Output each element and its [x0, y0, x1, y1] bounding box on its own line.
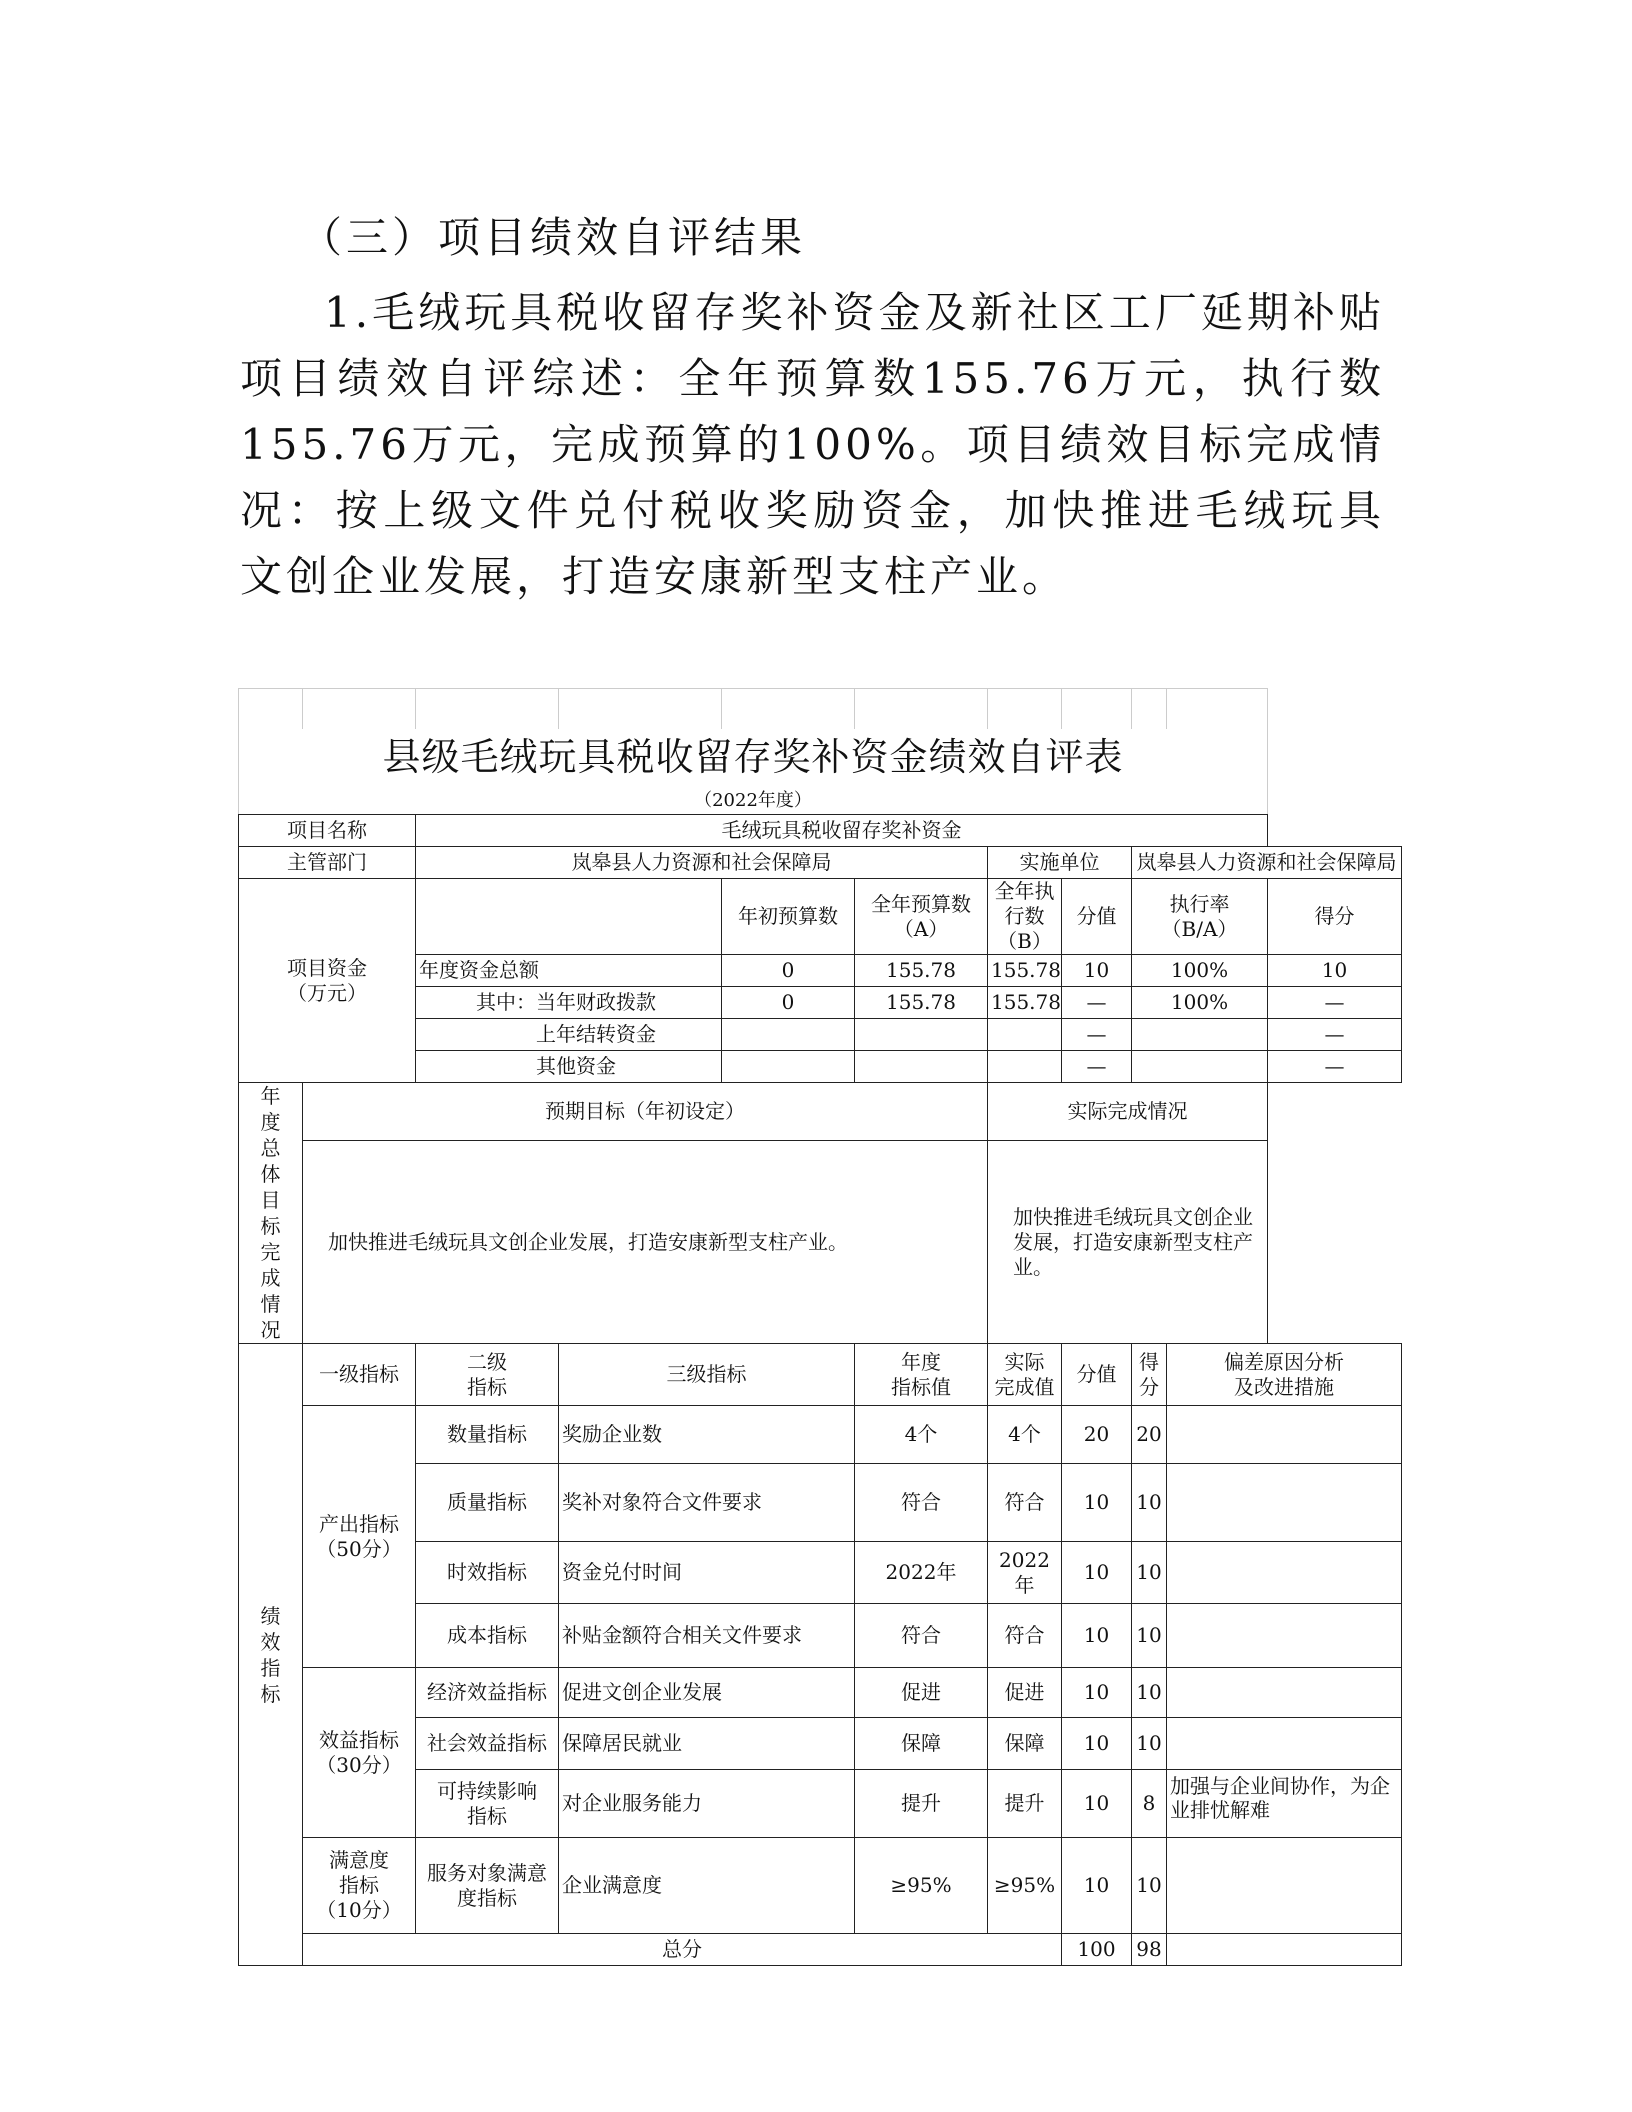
table-year: （2022年度） — [239, 787, 1268, 815]
funds-budget — [855, 1051, 988, 1083]
funds-label-text: 项目资金 （万元） — [287, 955, 367, 1005]
section-heading: （三）项目绩效自评结果 — [300, 213, 807, 262]
funds-value: 10 — [1062, 955, 1132, 987]
hdr-deviation: 偏差原因分析 及改进措施 — [1167, 1344, 1402, 1406]
level2-cell: 质量指标 — [416, 1464, 559, 1542]
level2-cell: 成本指标 — [416, 1604, 559, 1668]
funds-row-label: 其他资金 — [416, 1051, 722, 1083]
actual-cell: ≥95% — [988, 1838, 1062, 1934]
funds-header-row — [239, 879, 1402, 955]
level2-cell: 社会效益指标 — [416, 1718, 559, 1770]
goal-label — [239, 1083, 303, 1344]
total-row — [239, 1934, 1402, 1966]
goal-header-row — [239, 1083, 1402, 1141]
group-benefit: 效益指标 （30分） — [303, 1668, 416, 1838]
indicator-row — [239, 1838, 1402, 1934]
note-cell — [1167, 1604, 1402, 1668]
funds-score: — — [1268, 1051, 1402, 1083]
funds-score: — — [1268, 1019, 1402, 1051]
note-cell — [1167, 1718, 1402, 1770]
funds-rate — [1132, 1019, 1268, 1051]
project-name-value: 毛绒玩具税收留存奖补资金 — [416, 815, 1268, 847]
value-cell: 10 — [1062, 1464, 1132, 1542]
value-cell: 20 — [1062, 1406, 1132, 1464]
actual-cell: 符合 — [988, 1464, 1062, 1542]
note-cell — [1167, 1406, 1402, 1464]
level2-cell: 数量指标 — [416, 1406, 559, 1464]
funds-value: — — [1062, 1051, 1132, 1083]
level3-cell: 对企业服务能力 — [559, 1770, 855, 1838]
target-cell: 提升 — [855, 1770, 988, 1838]
expected-text: 加快推进毛绒玩具文创企业发展，打造安康新型支柱产业。 — [303, 1141, 988, 1344]
actual-cell: 提升 — [988, 1770, 1062, 1838]
hdr-level2: 二级 指标 — [416, 1344, 559, 1406]
target-cell: 保障 — [855, 1718, 988, 1770]
score-cell: 10 — [1132, 1838, 1167, 1934]
perf-label — [239, 1344, 303, 1966]
group-satisfaction: 满意度 指标 （10分） — [303, 1838, 416, 1934]
funds-rate: 100% — [1132, 955, 1268, 987]
target-cell: 2022年 — [855, 1542, 988, 1604]
hdr-level3: 三级指标 — [559, 1344, 855, 1406]
level2-cell: 服务对象满意 度指标 — [416, 1838, 559, 1934]
target-cell: ≥95% — [855, 1838, 988, 1934]
level2-cell: 经济效益指标 — [416, 1668, 559, 1718]
hdr-exec-rate: 执行率 （B/A） — [1132, 879, 1268, 955]
score-cell: 8 — [1132, 1770, 1167, 1838]
funds-value: — — [1062, 1019, 1132, 1051]
goal-label-text: 年度总体目标完成情况 — [260, 1084, 281, 1342]
level2-cell: 时效指标 — [416, 1542, 559, 1604]
actual-cell: 4个 — [988, 1406, 1062, 1464]
target-cell: 符合 — [855, 1604, 988, 1668]
note-cell — [1167, 1542, 1402, 1604]
funds-initial: 0 — [722, 955, 855, 987]
level3-cell: 促进文创企业发展 — [559, 1668, 855, 1718]
funds-score: — — [1268, 987, 1402, 1019]
funds-initial — [722, 1051, 855, 1083]
funds-row-label: 其中：当年财政拨款 — [416, 987, 722, 1019]
project-name-row — [239, 815, 1402, 847]
target-cell: 4个 — [855, 1406, 988, 1464]
hdr-annual-budget: 全年预算数 （A） — [855, 879, 988, 955]
target-cell: 促进 — [855, 1668, 988, 1718]
funds-score: 10 — [1268, 955, 1402, 987]
dept-value: 岚皋县人力资源和社会保障局 — [416, 847, 988, 879]
impl-value — [1132, 847, 1402, 879]
hdr-score-value: 分值 — [1062, 879, 1132, 955]
funds-exec: 155.78 — [988, 987, 1062, 1019]
value-cell: 10 — [1062, 1770, 1132, 1838]
impl-label: 实施单位 — [988, 847, 1132, 879]
group-output: 产出指标 （50分） — [303, 1406, 416, 1668]
score-cell: 10 — [1132, 1542, 1167, 1604]
hdr-value: 分值 — [1062, 1344, 1132, 1406]
funds-value: — — [1062, 987, 1132, 1019]
level3-cell: 企业满意度 — [559, 1838, 855, 1934]
note-cell — [1167, 1770, 1402, 1838]
table-top-spacer — [239, 689, 1402, 729]
funds-initial: 0 — [722, 987, 855, 1019]
funds-exec — [988, 1019, 1062, 1051]
actual-text: 加快推进毛绒玩具文创企业发展，打造安康新型支柱产业。 — [988, 1141, 1268, 1344]
funds-exec — [988, 1051, 1062, 1083]
perf-header-row — [239, 1344, 1402, 1406]
note-cell — [1167, 1838, 1402, 1934]
funds-budget — [855, 1019, 988, 1051]
funds-initial — [722, 1019, 855, 1051]
level3-cell: 奖励企业数 — [559, 1406, 855, 1464]
actual-cell: 符合 — [988, 1604, 1062, 1668]
perf-label-text: 绩效指标 — [260, 1603, 281, 1706]
funds-header-blank — [416, 879, 722, 955]
table-title: 县级毛绒玩具税收留存奖补资金绩效自评表 — [239, 729, 1268, 787]
value-cell: 10 — [1062, 1668, 1132, 1718]
indicator-row — [239, 1668, 1402, 1718]
score-cell: 20 — [1132, 1406, 1167, 1464]
funds-row-label: 年度资金总额 — [416, 955, 722, 987]
score-cell: 10 — [1132, 1604, 1167, 1668]
total-score: 98 — [1132, 1934, 1167, 1966]
level2-cell: 可持续影响 指标 — [416, 1770, 559, 1838]
funds-label — [239, 879, 416, 1083]
level3-cell: 保障居民就业 — [559, 1718, 855, 1770]
hdr-score: 得分 — [1268, 879, 1402, 955]
expected-label: 预期目标（年初设定） — [303, 1083, 988, 1141]
funds-rate — [1132, 1051, 1268, 1083]
summary-paragraph: 1.毛绒玩具税收留存奖补资金及新社区工厂延期补贴项目绩效自评综述：全年预算数155.76万元，执行数155.76万元，完成预算的100%。项目绩效目标完成情况：按上级文件兑付税收奖励资金，加快推进毛绒玩具文创企业发展，打造安康新型支柱产业。 — [240, 288, 1385, 601]
actual-cell: 保障 — [988, 1718, 1062, 1770]
actual-cell: 促进 — [988, 1668, 1062, 1718]
actual-label: 实际完成情况 — [988, 1083, 1268, 1141]
impl-value-text: 岚皋县人力资源和社会保障局 — [1136, 850, 1397, 874]
note-cell — [1167, 1464, 1402, 1542]
note-cell — [1167, 1668, 1402, 1718]
score-cell: 10 — [1132, 1718, 1167, 1770]
score-cell: 10 — [1132, 1668, 1167, 1718]
hdr-level1: 一级指标 — [303, 1344, 416, 1406]
level3-cell: 补贴金额符合相关文件要求 — [559, 1604, 855, 1668]
project-name-label: 项目名称 — [239, 815, 416, 847]
total-value: 100 — [1062, 1934, 1132, 1966]
value-cell: 10 — [1062, 1718, 1132, 1770]
department-row — [239, 847, 1402, 879]
hdr-initial: 年初预算数 — [722, 879, 855, 955]
performance-table — [238, 688, 1402, 1966]
funds-rate: 100% — [1132, 987, 1268, 1019]
dept-label: 主管部门 — [239, 847, 416, 879]
value-cell: 10 — [1062, 1542, 1132, 1604]
hdr-target: 年度 指标值 — [855, 1344, 988, 1406]
target-cell: 符合 — [855, 1464, 988, 1542]
value-cell: 10 — [1062, 1838, 1132, 1934]
actual-cell: 2022年 — [988, 1542, 1062, 1604]
funds-budget: 155.78 — [855, 955, 988, 987]
hdr-actual: 实际 完成值 — [988, 1344, 1062, 1406]
total-label: 总分 — [303, 1934, 1062, 1966]
goal-text-row — [239, 1141, 1402, 1344]
level3-cell: 奖补对象符合文件要求 — [559, 1464, 855, 1542]
hdr-annual-exec: 全年执行数 （B） — [988, 879, 1062, 955]
indicator-row — [239, 1406, 1402, 1464]
funds-budget: 155.78 — [855, 987, 988, 1019]
level3-cell: 资金兑付时间 — [559, 1542, 855, 1604]
funds-exec: 155.78 — [988, 955, 1062, 987]
note-text: 加强与企业间协作，为企业排忧解难 — [1170, 1774, 1390, 1822]
total-note — [1167, 1934, 1402, 1966]
funds-row-label: 上年结转资金 — [416, 1019, 722, 1051]
hdr-score: 得分 — [1132, 1344, 1167, 1406]
score-cell: 10 — [1132, 1464, 1167, 1542]
value-cell: 10 — [1062, 1604, 1132, 1668]
